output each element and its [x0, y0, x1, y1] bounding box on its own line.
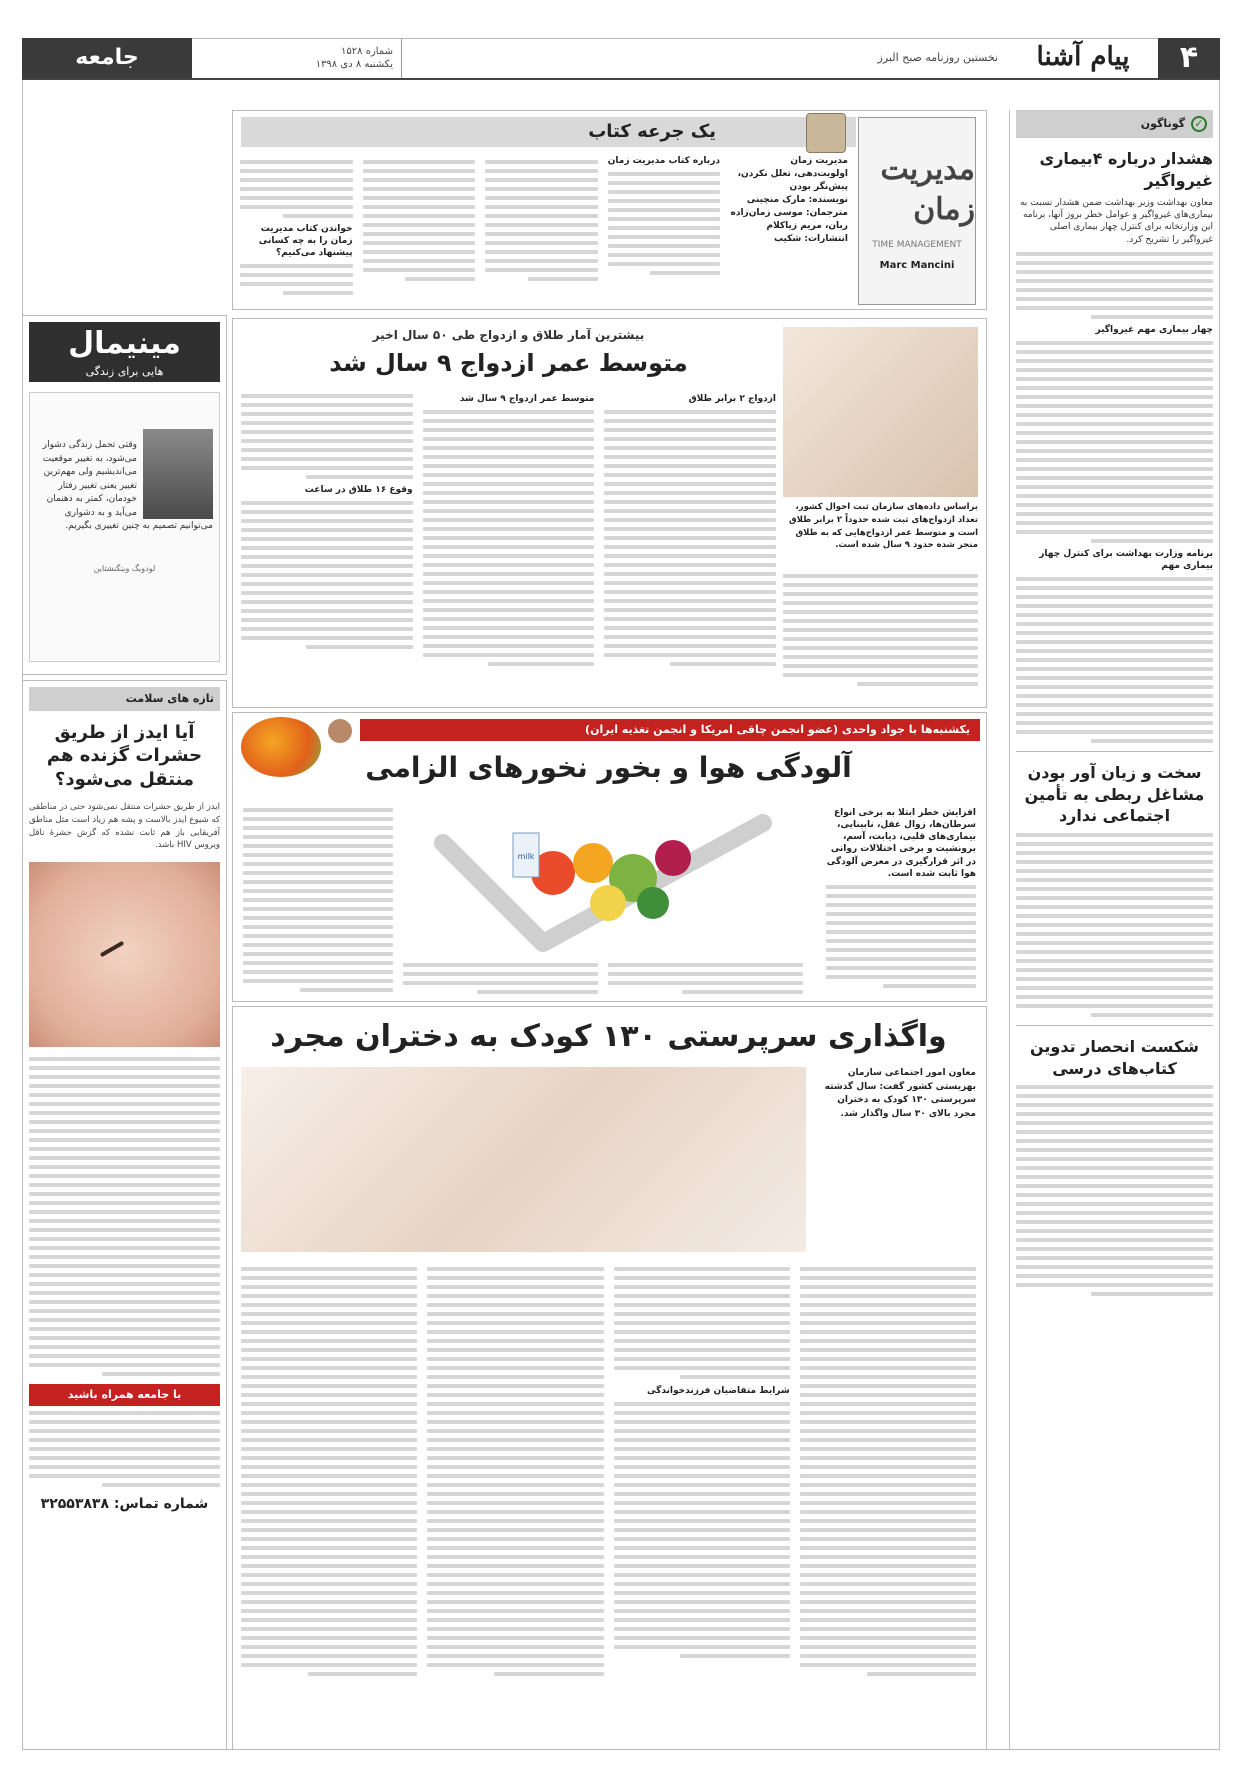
divorce-lower-text [783, 569, 978, 699]
minimal-logo [29, 322, 220, 382]
ncd-subheading-2: برنامه وزارت بهداشت برای کنترل چهار بیماری مهم [1039, 548, 1213, 572]
ncd-warning-body [1016, 252, 1213, 319]
orphan-headline: واگذاری سرپرستی ۱۳۰ کودک به دختران مجرد [270, 1019, 947, 1054]
health-lead: ایدز از طریق حشرات منتقل نمی‌شود حتی در مناطقی که شیوع ایدز بالاست و پشه هم زیاد است مثل مناطق آفریقایی باز هم ثابت نشده که گزش حشرهٔ ناقل ویروس HIV باشد. [29, 802, 220, 851]
health-band: تازه های سلامت [29, 687, 220, 711]
orphan-article [232, 1006, 987, 1750]
book-col-body [363, 160, 476, 281]
divorce-photo [783, 327, 978, 497]
divorce-lower-body [783, 574, 978, 686]
book-meta-title: مدیریت زمان [790, 156, 848, 166]
right-column [1009, 110, 1219, 1750]
minimal-logo-tagline: هایی برای زندگی [85, 364, 164, 378]
textbook-body [1016, 1085, 1213, 1296]
pollution-lead-col [826, 803, 976, 993]
book-col [363, 155, 476, 305]
health-column [22, 680, 227, 1750]
contact-body [29, 1411, 220, 1487]
pollution-right-col [243, 803, 393, 997]
divorce-col [241, 389, 413, 699]
divorce-col-body [604, 410, 776, 666]
minimal-quote-card [29, 392, 220, 662]
newspaper-slogan: نخستین روزنامه صبح البرز [877, 50, 998, 64]
healthy-food-image [403, 803, 803, 953]
tag-label: گوناگون [1140, 116, 1185, 130]
orphan-col-body [614, 1402, 790, 1658]
pollution-headline: آلودگی هوا و بخور نخورهای الزامی [365, 751, 852, 784]
section-title: جامعه [22, 38, 192, 78]
pollution-lead-body [826, 885, 976, 988]
pollution-article [232, 712, 987, 1002]
divorce-headline: متوسط عمر ازدواج ۹ سال شد [329, 349, 688, 377]
divorce-article [232, 318, 987, 708]
textbook-headline: شکست انحصار تدوین کتاب‌های درسی [1029, 1036, 1199, 1078]
issue-date: یکشنبه ۸ دی ۱۳۹۸ [315, 59, 393, 70]
book-meta [728, 155, 848, 246]
orphan-lead: معاون امور اجتماعی سازمان بهزیستی کشور گفت: سال گذشته سرپرستی ۱۳۰ کودک به دختران مجرد بالای ۳۰ سال واگذار شد. [824, 1068, 976, 1119]
occupation-body [1016, 833, 1213, 1017]
orphan-col [427, 1262, 603, 1742]
book-text-columns [240, 155, 720, 305]
book-question: خواندن کتاب مدیریت زمان را به چه کسانی پیشنهاد می‌کنیم؟ [258, 224, 353, 259]
orphan-col [614, 1262, 790, 1742]
book-section [232, 110, 987, 310]
masthead [22, 38, 1220, 80]
health-headline: آیا ایدز از طریق حشرات گزنده هم منتقل می‌شود؟ [46, 722, 203, 790]
divorce-col [423, 389, 595, 699]
contact-phone: شماره تماس: ۳۲۵۵۳۸۳۸ [40, 1496, 209, 1513]
check-icon: ✓ [1191, 116, 1207, 132]
baby-photo [241, 1067, 806, 1252]
book-meta-line: نویسنده: مارک منچینی [746, 195, 848, 206]
divorce-columns [241, 389, 776, 699]
ncd-subheading-1: چهار بیماری مهم غیرواگیر [1095, 324, 1213, 335]
divider [1016, 751, 1213, 752]
orphan-col [241, 1262, 417, 1742]
orphan-sub-1: شرایط متقاضیان فرزندخواندگی [647, 1386, 790, 1396]
divider [1016, 1025, 1213, 1026]
ncd-warning-headline: هشدار درباره ۴بیماری غیرواگیر [1039, 149, 1213, 190]
issue-number: شماره ۱۵۲۸ [341, 45, 393, 57]
author-avatar [326, 717, 354, 745]
ncd-body-2 [1016, 341, 1213, 543]
mosquito-photo [29, 862, 220, 1047]
pollution-lead: افزایش خطر ابتلا به برخی انواع سرطان‌ها، زوال عقل، نابینایی، بیماری‌های قلبی، دیابت، آسم، برونشیت و برخی اختلالات روانی در اثر قرارگیری در معرض آلودگی هوا ثابت شده است. [826, 808, 976, 879]
pollution-author-band: یکشنبه‌ها با جواد واحدی (عضو انجمن چاقی امریکا و انجمن تغذیه ایران) [360, 719, 980, 741]
minimal-logo-title: مینیمال [68, 326, 181, 362]
divorce-kicker: بیشترین آمار طلاق و ازدواج طی ۵۰ سال اخیر [372, 328, 645, 342]
divorce-col-body [423, 410, 595, 666]
orphan-columns [241, 1262, 976, 1742]
book-about-title: درباره کتاب مدیریت زمان [607, 156, 720, 166]
book-band-title: یک جرعه کتاب [588, 120, 716, 142]
book-col-body [240, 160, 353, 218]
orphan-col-body [800, 1267, 976, 1676]
orphan-col-body [241, 1267, 417, 1676]
ncd-warning-lead: معاون بهداشت وزیر بهداشت ضمن هشدار نسبت به بیماری‌های غیرواگیر و عوامل خطر بروز آنها، برنامه این وزارتخانه برای کنترل چهار بیماری اصلی غیرواگیر را تشریح کرد. [1019, 198, 1213, 245]
book-meta-line: مترجمان: موسی زمان‌زاده ربان، مریم زیاکلام [730, 208, 848, 232]
divorce-caption: براساس داده‌های سازمان ثبت احوال کشور، تعداد ازدواج‌های ثبت شده حدوداً ۲ برابر طلاق است و متوسط عمر ازدواج‌هایی که به طلاق منجر شده حدود ۹ سال شده است. [789, 502, 978, 551]
food-basket-svg [403, 803, 803, 953]
divorce-col [604, 389, 776, 699]
orphan-col-body [427, 1267, 603, 1676]
book-band [241, 117, 856, 147]
cover-subtitle: TIME MANAGEMENT [872, 239, 962, 250]
minimal-quote: وقتی تحمل زندگی دشوار می‌شود، به تغییر موقعیت می‌اندیشیم ولی مهم‌ترین تغییر یعنی تغییر رفتار خودمان، کمتر به ذهنمان می‌آید و به دشواری می‌توانیم تصمیم به چنین تغییری بگیریم. [42, 440, 213, 531]
divorce-col-body [241, 501, 413, 649]
divorce-sub-2: متوسط عمر ازدواج ۹ سال شد [459, 394, 595, 404]
page-number: ۴ [1158, 38, 1220, 78]
issue-info [192, 38, 402, 78]
cover-author: Marc Mancini [879, 259, 955, 271]
newspaper-logo: پیام آشنا [1036, 42, 1130, 73]
pollution-bottom-cols [403, 958, 803, 999]
ncd-body-3 [1016, 577, 1213, 743]
orphan-col [800, 1262, 976, 1742]
pollution-right-body [243, 808, 393, 992]
pollution-bottom-body [403, 958, 598, 999]
book-meta-line: انتشارات: شکیب [773, 234, 848, 245]
contact-band: با جامعه همراه باشید [29, 1384, 220, 1406]
book-cover [858, 117, 976, 305]
book-meta-line: اولویت‌دهی، تعلل نکردن، پیش‌نگر بودن [737, 169, 848, 193]
health-body [29, 1057, 220, 1376]
book-jar-icon [806, 113, 846, 153]
book-col [240, 155, 353, 305]
divorce-sub-1: ازدواج ۲ برابر طلاق [688, 394, 776, 404]
pollution-bottom-body [608, 958, 803, 999]
book-col-body [485, 160, 598, 281]
minimal-author: لودویگ ویتگنشتاین [93, 563, 156, 573]
book-col-body [240, 264, 353, 295]
milk-label: milk [517, 852, 535, 861]
book-col [608, 155, 721, 305]
miscellaneous-tag [1016, 110, 1213, 138]
minimal-section [22, 315, 227, 675]
book-col [485, 155, 598, 305]
orphan-col-body [614, 1267, 790, 1379]
cover-title: مدیریت زمان [880, 151, 975, 228]
book-col-body [608, 172, 721, 275]
divorce-col-body [241, 394, 413, 479]
occupation-headline: سخت و زیان آور بودن مشاغل ربطی به تأمین اجتماعی ندارد [1024, 763, 1205, 826]
divorce-sub-3: وقوع ۱۶ طلاق در ساعت [304, 485, 413, 495]
author-portrait [143, 429, 213, 519]
